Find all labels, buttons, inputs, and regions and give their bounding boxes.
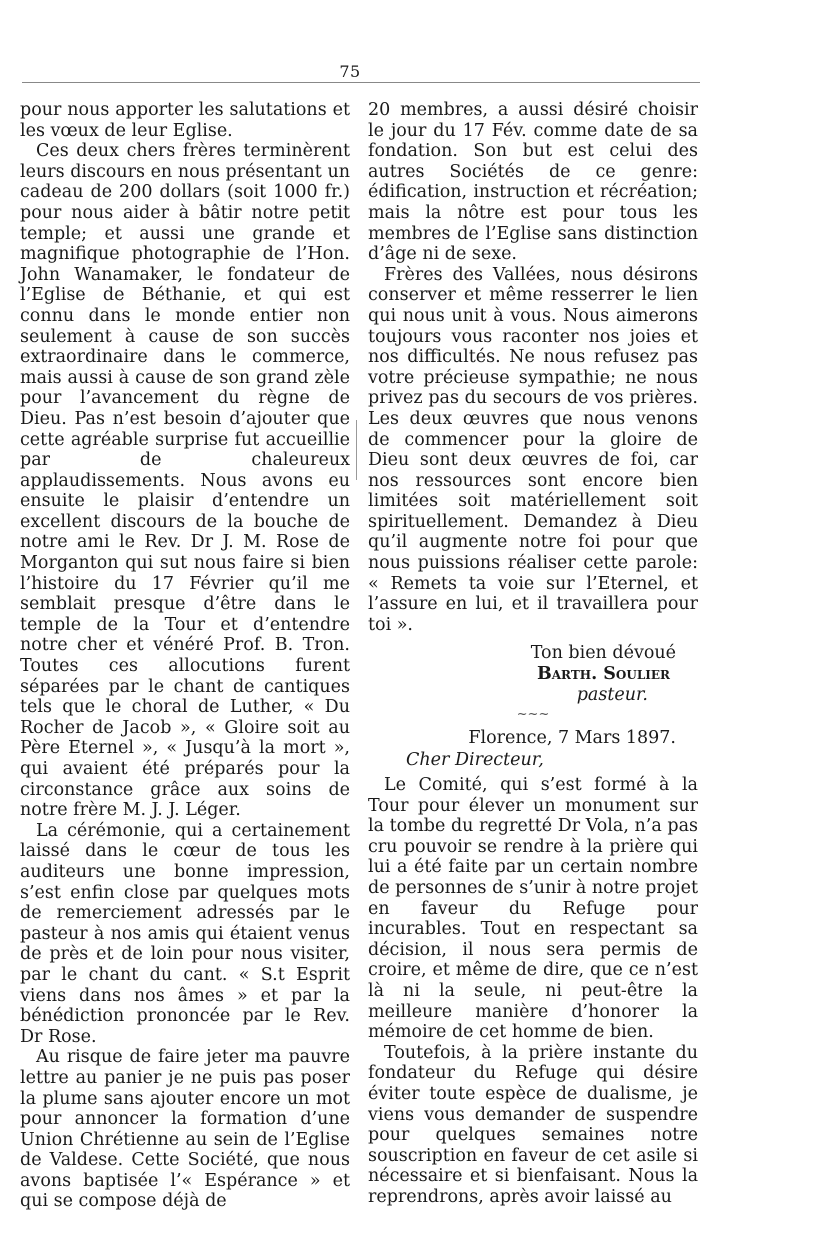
column-divider bbox=[356, 420, 357, 480]
header-rule bbox=[22, 82, 700, 83]
paragraph: pour nous apporter les salutations et les vœux de leur Eglise. bbox=[20, 100, 350, 141]
paragraph: Ces deux chers frères terminèrent leurs discours en nous présentant un cadeau de 200 dollars (soit 1000 fr.) pour nous aider à bâtir notre petit temple; et aussi une grande et magnifique photographie de l’Hon. John Wanamaker, le fondateur de l’Eglise de Béthanie, et qui est connu dans le monde entier non seulement à cause de son succès extraordinaire dans le commerce, mais aussi à cause de son grand zèle pour l’avancement du règne de Dieu. Pas n’est besoin d’ajouter que cette agréable surprise fut accueillie par de chaleureux applaudissements. Nous avons eu ensuite le plaisir d’entendre un excellent discours de la bouche de notre ami le Rev. Dr J. M. Rose de Morganton qui sut nous faire si bien l’histoire du 17 Février qu’il me semblait presque d’être dans le temple de la Tour et d’entendre notre cher et vénéré Prof. B. Tron. Toutes ces allocutions furent séparées par le chant de cantiques tels que le choral de Luther, « Du Rocher de Jacob », « Gloire soit au Père Eternel », « Jusqu’à la mort », qui avaient été préparés pour la circonstance grâce aux soins de notre frère M. J. J. Léger. bbox=[20, 141, 350, 821]
paragraph: Frères des Vallées, nous désirons conserver et même resserrer le lien qui nous unit à vous. Nous aimerons toujours vous raconter nos joies et nos difficultés. Ne nous refusez pas votre précieuse sympathie; ne nous privez pas du secours de vos prières. Les deux œuvres que nous venons de commencer pour la gloire de Dieu sont deux œuvres de foi, car nos ressources sont encore bien limitées soit matériellement soit spirituellement. Demandez à Dieu qu’il augmente notre foi pour que nous puissions réaliser cette parole: « Remets ta voie sur l’Eternel, et l’assure en lui, et il travaillera pour toi ». bbox=[368, 264, 698, 635]
paragraph: Toutefois, à la prière instante du fondateur du Refuge qui désire éviter toute espèce de dualisme, je viens vous demander de suspendre pour quelques semaines notre souscription en faveur de cet asile si nécessaire et si bienfaisant. Nous la reprendrons, après avoir laissé au bbox=[368, 1042, 698, 1207]
right-column bbox=[368, 100, 698, 1207]
signoff-title: pasteur. bbox=[576, 684, 648, 705]
left-column bbox=[20, 100, 350, 1212]
paragraph: La cérémonie, qui a certainement laissé dans le cœur de tous les auditeurs une bonne impression, s’est enfin close par quelques mots de remerciement adressés par le pasteur à nos amis qui étaient venus de près et de loin pour nous visiter, par le chant du cant. « S.t Esprit viens dans nos âmes » et par la bénédiction prononcée par le Rev. Dr Rose. bbox=[20, 820, 350, 1047]
salutation: Cher Directeur, bbox=[406, 750, 544, 771]
signoff-greeting: Ton bien dévoué bbox=[530, 643, 676, 664]
page-number: 75 bbox=[339, 62, 361, 81]
paragraph: 20 membres, a aussi désiré choisir le jour du 17 Fév. comme date de sa fondation. Son but est celui des autres Sociétés de ce genre: édification, instruction et récréation; mais la nôtre est pour tous les membres de l’Eglise sans distinction d’âge ni de sexe. bbox=[368, 100, 698, 265]
dateline: Florence, 7 Mars 1897. bbox=[468, 727, 676, 748]
signoff-name: Barth. Soulier bbox=[536, 664, 670, 685]
paragraph: Le Comité, qui s’est formé à la Tour pour élever un monument sur la tombe du regretté Dr Vola, n’a pas cru pouvoir se rendre à la prière qui lui a été faite par un certain nombre de personnes de s’unir à notre projet en faveur du Refuge pour incurables. Tout en respectant sa décision, il nous sera permis de croire, et même de dire, que ce n’est là ni la seule, ni peut-être la meilleure manière d’honorer la mémoire de cet homme de bien. bbox=[368, 775, 698, 1043]
paragraph: Au risque de faire jeter ma pauvre lettre au panier je ne puis pas poser la plume sans ajouter encore un mot pour annoncer la formation d’une Union Chrétienne au sein de l’Eglise de Valdese. Cette Société, que nous avons baptisée l’« Espérance » et qui se compose déjà de bbox=[20, 1047, 350, 1212]
ornament: ~~~ bbox=[516, 707, 550, 723]
